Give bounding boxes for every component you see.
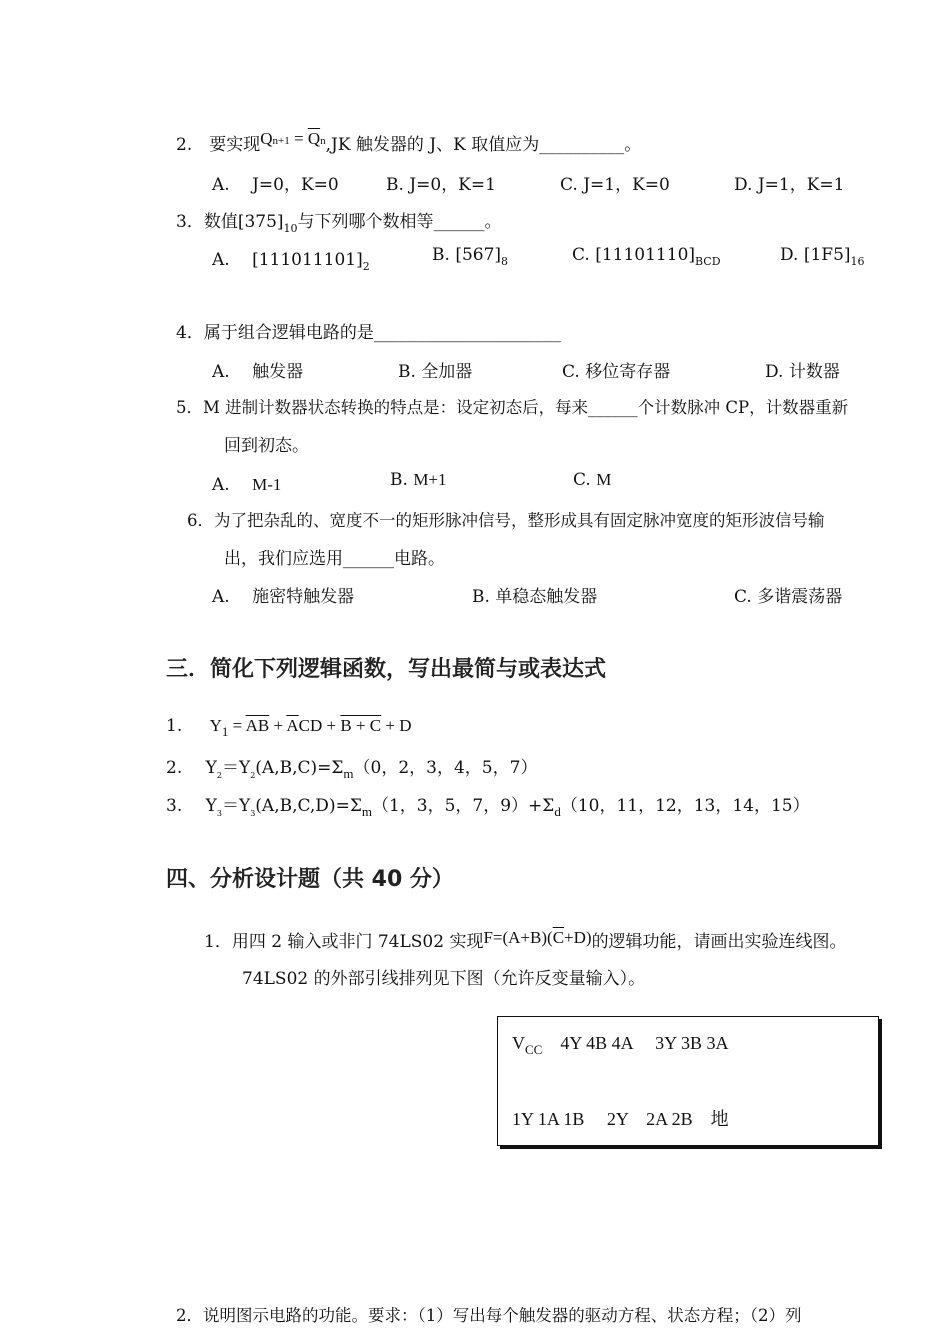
q2-suffix: ,JK 触发器的 J、K 取值应为__________。	[325, 135, 642, 155]
section3-title: 三．简化下列逻辑函数，写出最简与或表达式	[166, 657, 607, 682]
section4-title: 四、分析设计题（共 40 分）	[166, 867, 454, 892]
q2-formula: $Qn+1 = \overline{Q}n$	[260, 129, 326, 148]
q6-option-c: C. 多谐震荡器	[734, 587, 843, 607]
s3-item2: 2. $Y_2=Y_2(A,B,C)=\Sigma_m(0$，2，3，4，5，7）	[166, 758, 538, 781]
s4-q1-line1: 1．用四 2 输入或非门 74LS02 实现$F=(A+B)(\overline{C}+D)$的逻辑功能，请画出实验连线图。	[204, 928, 847, 952]
q2-option-d: D. J=1，K=1	[734, 175, 845, 195]
pin-row-bottom: 1Y 1A 1B 2Y 2A 2B 地	[512, 1109, 729, 1129]
q3-option-b: B. $[567]_8$	[432, 245, 509, 268]
pin-diagram-74ls02	[497, 1016, 879, 1146]
s3-item1: 1. $Y_1 = \overline{A}\overline{B} + \overline{A}CD + B + C + D$	[166, 716, 412, 739]
s4-q2-text: 2．说明图示电路的功能。要求：（1）写出每个触发器的驱动方程、状态方程；（2）列	[176, 1306, 802, 1325]
q6-option-a: A. 施密特触发器	[212, 587, 355, 607]
s4-q1-formula: $F=(A+B)(\overline{C}+D)$	[483, 928, 592, 947]
q4-option-a: A. 触发器	[212, 362, 304, 382]
q6-stem-line2: 出，我们应选用______电路。	[224, 549, 445, 569]
q2-option-b: B. J=0，K=1	[386, 175, 496, 195]
q5-option-c: C. M	[573, 470, 612, 490]
q4-option-d: D. 计数器	[765, 362, 840, 382]
q4-option-c: C. 移位寄存器	[562, 362, 671, 382]
q5-option-a: A. M-1	[212, 475, 282, 495]
q5-option-b: B. M+1	[390, 470, 447, 490]
pin-row-top: $V_{CC}$ 4Y 4B 4A 3Y 3B 3A	[512, 1033, 729, 1057]
q2-option-a: A. J=0，K=0	[212, 175, 339, 195]
q6-stem-line1: 6．为了把杂乱的、宽度不一的矩形脉冲信号，整形成具有固定脉冲宽度的矩形波信号输	[187, 511, 825, 530]
q5-stem-line2: 回到初态。	[224, 436, 309, 456]
q5-stem-line1: 5．M 进制计数器状态转换的特点是：设定初态后，每来______个计数脉冲 CP，计数器重新	[176, 398, 849, 417]
s3-item3: 3. $Y_3=Y_3(A,B,C,D)=\Sigma_m(1$，3，5，7，$9)+\Sigma_d(10$，11，12，13，14，15）	[166, 796, 810, 819]
q4-stem: 4．属于组合逻辑电路的是______________________	[176, 323, 561, 343]
s3-item2-formula: $Y_2=Y_2(A,B,C)=\Sigma_m(0$，2，3，4，5，7）	[205, 758, 538, 781]
q2-prefix: 2. 要实现	[176, 135, 261, 155]
s3-item3-formula: $Y_3=Y_3(A,B,C,D)=\Sigma_m(1$，3，5，7，$9)+\Sigma_d(10$，11，12，13，14，15）	[205, 796, 810, 819]
q3-option-d: D. $[1F5]_{16}$	[780, 245, 865, 268]
q3-option-c: C. $[11101110]_{BCD}$	[572, 245, 721, 268]
q2-stem	[176, 130, 641, 155]
q3-option-a: A. $[111011101]_2$	[212, 250, 370, 273]
q3-stem: 3．数值$[375]_{10}$与下列哪个数相等______。	[176, 212, 502, 235]
q6-option-b: B. 单稳态触发器	[472, 587, 598, 607]
q4-option-b: B. 全加器	[398, 362, 473, 382]
q2-option-c: C. J=1，K=0	[560, 175, 670, 195]
s4-q1-line2: 74LS02 的外部引线排列见下图（允许反变量输入）。	[242, 969, 646, 989]
s3-item1-formula: $Y_1 = \overline{A}\overline{B} + \overline{A}CD + B + C + D$	[209, 716, 412, 739]
